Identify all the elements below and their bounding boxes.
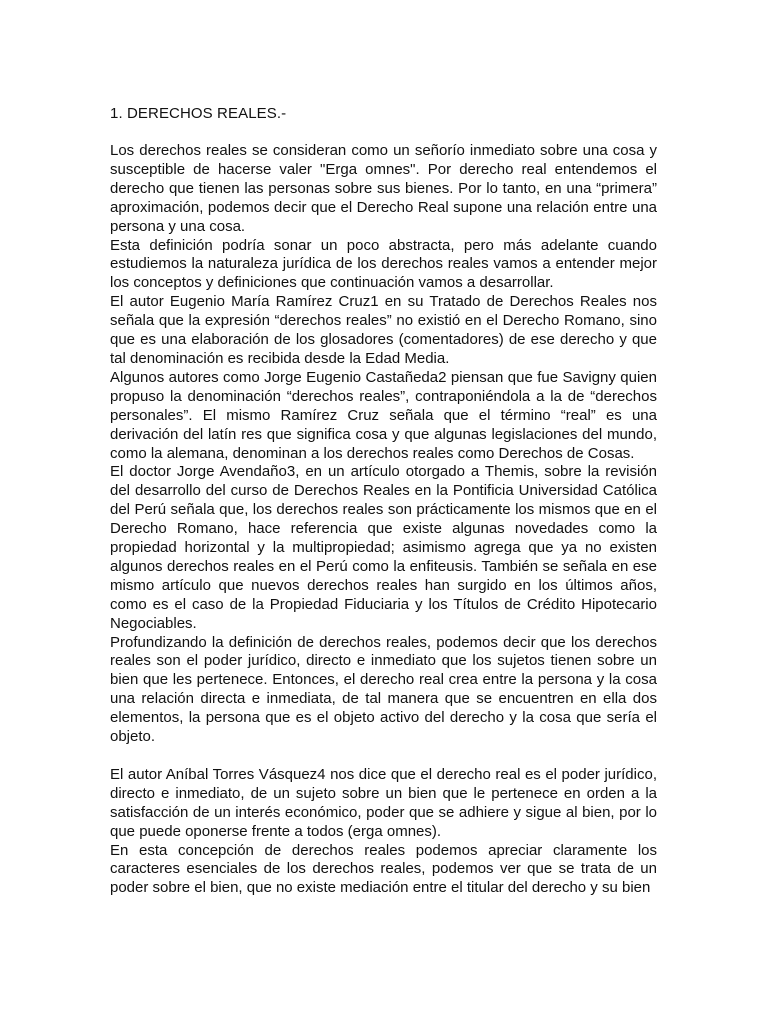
paragraph-torres-vasquez: El autor Aníbal Torres Vásquez4 nos dice que el derecho real es el poder jurídico, directo e inmediato, de un sujeto sobre un bien que le pertenece en orden a la satisfacción de un interés económico, poder que se adhiere y sigue al bien, por lo que puede oponerse frente a todos (erga omnes). [110,765,657,840]
paragraph-avendano: El doctor Jorge Avendaño3, en un artículo otorgado a Themis, sobre la revisión del desarrollo del curso de Derechos Reales en la Pontificia Universidad Católica del Perú señala que, los derechos reales son prácticamente los mismos que en el Derecho Romano, hace referencia que existe algunas novedades como la propiedad horizontal y la multipropiedad; asimismo agrega que ya no existen algunos derechos reales en el Perú como la enfiteusis. También se señala en ese mismo artículo que nuevos derechos reales han surgido en los últimos años, como es el caso de la Propiedad Fiduciaria y los Títulos de Crédito Hipotecario Negociables. [110,463,657,632]
paragraph-profundizando: Profundizando la definición de derechos reales, podemos decir que los derechos reales son el poder jurídico, directo e inmediato que los sujetos tienen sobre un bien que les pertenece. Entonces, el derecho real crea entre la persona y la cosa una relación directa e inmediata, de tal manera que se encuentren en ella dos elementos, la persona que es el objeto activo del derecho y la cosa que sería el objeto. [110,633,657,746]
paragraph-definition: Los derechos reales se consideran como un señorío inmediato sobre una cosa y susceptible de hacerse valer "Erga omnes". Por derecho real entendemos el derecho que tienen las personas sobre sus bienes. Por lo tanto, en una “primera” aproximación, podemos decir que el Derecho Real supone una relación entre una persona y una cosa. [110,142,657,235]
section-heading: 1. DERECHOS REALES.- [110,105,287,122]
paragraph-ramirez-cruz: El autor Eugenio María Ramírez Cruz1 en su Tratado de Derechos Reales nos señala que la expresión “derechos reales” no existió en el Derecho Romano, sino que es una elaboración de los glosadores (comentadores) de ese derecho y que tal denominación es recibida desde la Edad Media. [110,293,657,367]
document-page [110,104,657,898]
paragraph-castaneda: Algunos autores como Jorge Eugenio Castañeda2 piensan que fue Savigny quien propuso la denominación “derechos reales”, contraponiéndola a la de “derechos personales”. El mismo Ramírez Cruz señala que el término “real” es una derivación del latín res que significa cosa y que algunas legislaciones del mundo, como la alemana, denominan a los derechos reales como Derechos de Cosas. [110,368,657,462]
paragraph-abstract: Esta definición podría sonar un poco abstracta, pero más adelante cuando estudiemos la naturaleza jurídica de los derechos reales vamos a entender mejor los conceptos y definiciones que continuación vamos a desarrollar. [110,236,657,292]
paragraph-concepcion: En esta concepción de derechos reales podemos apreciar claramente los caracteres esenciales de los derechos reales, podemos ver que se trata de un poder sobre el bien, que no existe mediación entre el titular del derecho y su bien [110,841,657,897]
